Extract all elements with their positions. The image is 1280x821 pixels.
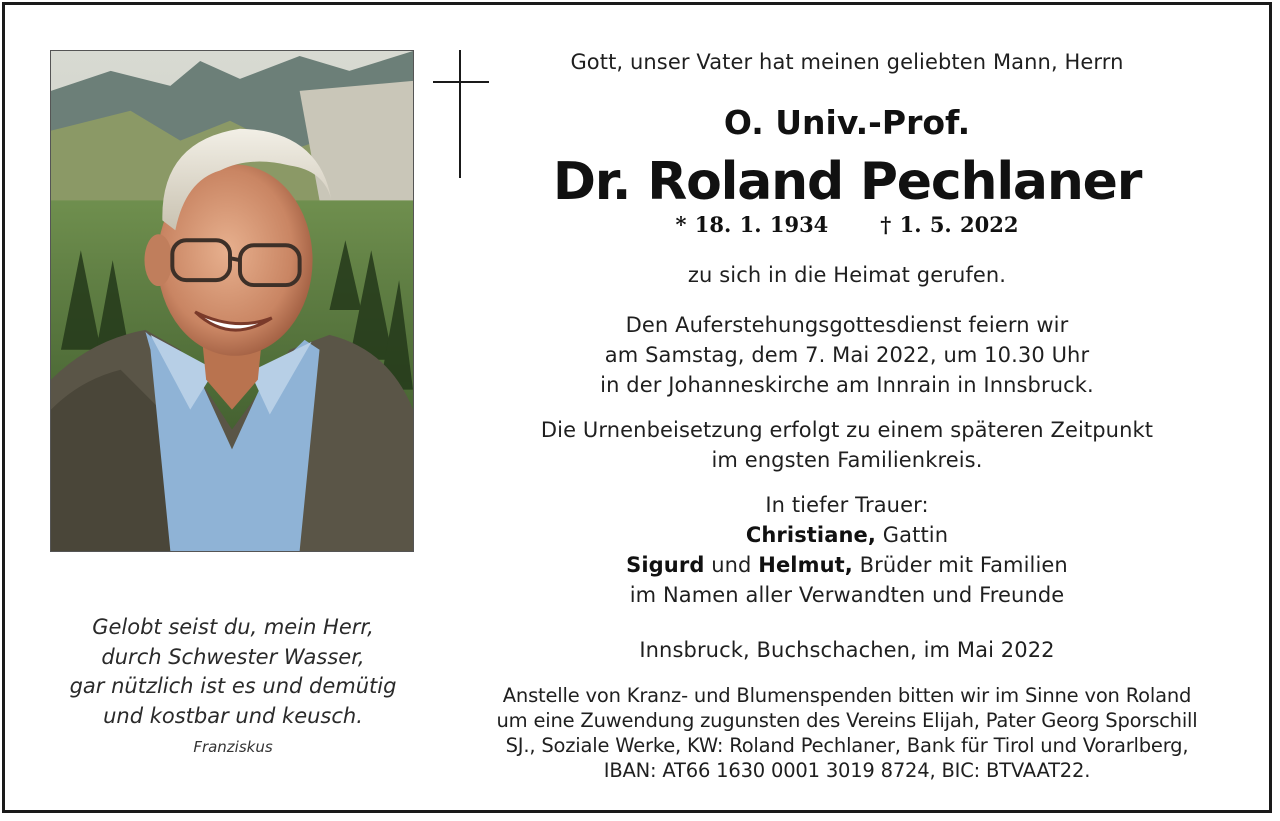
birth-date: * 18. 1. 1934 [675, 212, 829, 237]
quote [43, 613, 423, 731]
quote-line: gar nützlich ist es und demütig [69, 674, 397, 698]
title-prefix: O. Univ.-Prof. [723, 103, 971, 142]
wife-name: Christiane, [745, 523, 876, 547]
life-dates [467, 211, 1227, 239]
urn-line: Die Urnenbeisetzung erfolgt zu einem späteren Zeitpunkt [540, 418, 1154, 442]
brothers-role: Brüder mit Familien [859, 553, 1068, 577]
quote-author: Franziskus [193, 738, 273, 756]
service-info [467, 310, 1227, 400]
portrait-illustration [51, 51, 413, 551]
donation-line: um eine Zuwendung zugunsten des Vereins Elijah, Pater Georg Sporschill [496, 709, 1198, 732]
quote-line: durch Schwester Wasser, [101, 644, 365, 669]
brother-name: Sigurd [626, 553, 705, 577]
mourners [467, 490, 1227, 610]
quote-line: Gelobt seist du, mein Herr, [92, 615, 374, 639]
called-home-text: zu sich in die Heimat gerufen. [687, 263, 1007, 287]
wife-role: Gattin [882, 523, 949, 547]
intro-text: Gott, unser Vater hat meinen geliebten Mann, Herrn [570, 50, 1124, 74]
death-date: † 1. 5. 2022 [880, 212, 1019, 237]
donation-line: Anstelle von Kranz- und Blumenspenden bitten wir im Sinne von Roland [502, 684, 1192, 707]
place-date: Innsbruck, Buchschachen, im Mai 2022 [639, 638, 1055, 662]
service-line: Den Auferstehungsgottesdienst feiern wir [625, 313, 1069, 337]
conjunction: und [711, 553, 752, 577]
urn-line: im engsten Familienkreis. [711, 448, 983, 472]
donation-line: SJ., Soziale Werke, KW: Roland Pechlaner, Bank für Tirol und Vorarlberg, [505, 734, 1189, 757]
portrait-photo [50, 50, 414, 552]
urn-info [467, 415, 1227, 475]
mourner-relatives: im Namen aller Verwandten und Freunde [629, 583, 1065, 607]
brother-name: Helmut, [758, 553, 853, 577]
quote-line: und kostbar und keusch. [103, 703, 363, 728]
mourner-wife [467, 520, 1227, 550]
donation-notice [467, 683, 1227, 783]
donation-line: IBAN: AT66 1630 0001 3019 8724, BIC: BTVAAT22. [603, 759, 1091, 782]
obituary-card [2, 2, 1272, 813]
mourning-header: In tiefer Trauer: [765, 493, 929, 517]
mourner-brothers [467, 550, 1227, 580]
deceased-name: Dr. Roland Pechlaner [552, 152, 1142, 212]
service-line: in der Johanneskirche am Innrain in Innsbruck. [600, 373, 1094, 397]
service-line: am Samstag, dem 7. Mai 2022, um 10.30 Uhr [604, 343, 1090, 367]
